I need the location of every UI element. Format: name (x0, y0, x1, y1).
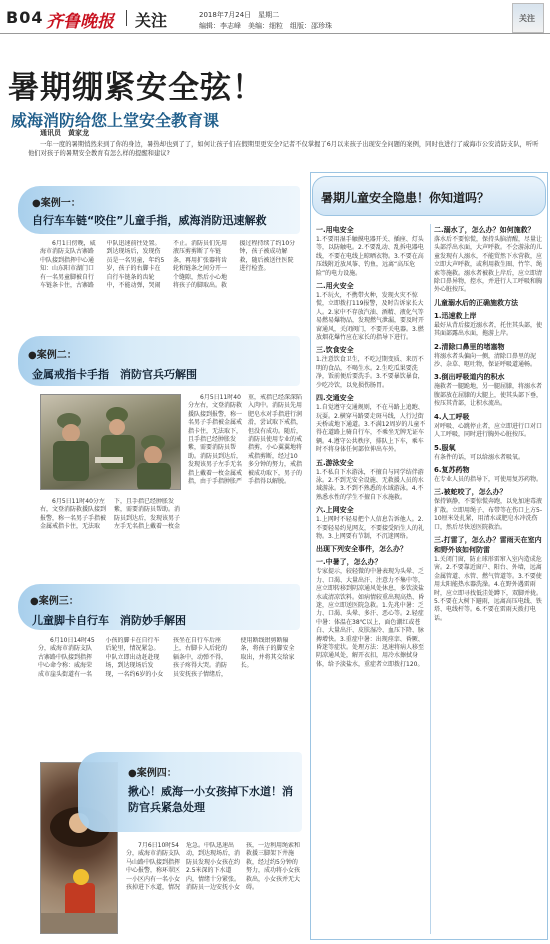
page-number: B04 (6, 8, 44, 27)
case-2-tag: ●案例二： (28, 350, 77, 361)
subheadline: 威海消防给您上堂安全教育课 (11, 111, 220, 130)
sb-h-8: 一.中暑了，怎么办？ (316, 558, 382, 567)
thumbnail (512, 3, 544, 33)
case-4-tag: ●案例四： (128, 768, 177, 779)
sb-h-12: 2.清除口鼻里的堵塞物 (434, 342, 505, 351)
sb-h-15: 5.服氧 (434, 443, 456, 452)
sb-p-12: 将溺水者头偏向一侧，清除口鼻里的泥沙、杂草、呕吐物，保证呼吸道通畅。 (434, 352, 537, 369)
sb-h-18: 三.打雷了，怎么办？雷雨天在室内和野外该如何防雷 (434, 535, 542, 554)
lead-paragraph: 一年一度的暑期悄然来到了你的身边，暑热却也到了了，如何让孩子们在假期里更安全?记者不仅掌握了6月以来孩子出现安全问题的案例，同时也进行了威海市公安消防支队，听听他们对孩子的暑期安全教育有怎么样的提醒和建议? (28, 141, 539, 157)
sb-h-16: 6.复苏药物 (434, 465, 470, 474)
sidebar-title-bar (312, 176, 546, 216)
sb-p-13: 施救者一腿跪地，另一腿屈膝，将溺水者腹部放在屈膝的大腿上，使其头部下垂，按压其背部，让积水流出。 (434, 383, 543, 408)
case-3-banner (18, 584, 300, 630)
sidebar-col-2 (434, 222, 544, 938)
masthead (0, 0, 550, 34)
sb-p-2: 1.不玩火，不携带火种，发现火灾不惊慌，立即拨打119报警，及时告诉家长大人。2.家中不存放汽油、酒精、液化气等易燃易爆物品，发现燃气泄漏，要及时开窗通风，关闭阀门，不要开关电器。3.燃放烟花爆竹应在家长的指导下进行。 (316, 292, 425, 342)
case-3-body: 6月10日14时45分，威海市消防支队古寨路中队接到指挥中心命令称：威海荣成市崖头街道有一名小孩的脚卡在自行车后轮里，情况紧急。中队立即出动赶赴现场，到达现场后发现，一名约6岁的小女孩坐在自行车后座上，右脚卡入后轮的辐条中，动弹不得，孩子疼得大哭。消防员安抚孩子情绪后，使用断线钳剪断辐条，将孩子的脚安全取出，并将其交给家长。 (38, 637, 295, 678)
headline: 暑期绷紧安全弦！ (8, 70, 264, 106)
sb-p-16: 在专业人员的指导下，可使用复苏药物。 (434, 475, 543, 483)
sb-h-11: 1.迅速救上岸 (434, 311, 477, 320)
sb-h-14: 4.人工呼吸 (434, 412, 470, 421)
sb-p-5: 1.不私自下水游泳，不擅自与同学结伴游泳。2.不到无安全设施、无救援人员的水域游泳。3.不到不熟悉的水域游泳。4.不熟悉水性的学生不擅自下水施救。 (316, 468, 424, 501)
sb-h-9: 二.溺水了，怎么办？如何施救？ (434, 226, 535, 234)
sb-p-17: 保持镇静，不要惊慌奔跑，以免加速毒液扩散。立即用绳子、布带等在伤口上方5-10厘米处扎紧，用清水或肥皂水冲洗伤口，然后尽快送医院救治。 (434, 498, 543, 531)
case-3-title: 儿童脚卡自行车 消防妙手解困 (32, 614, 186, 627)
sb-p-15: 有条件的话，可以给溺水者吸氧。 (434, 453, 525, 461)
divider (126, 10, 127, 26)
case-2-title: 金属戒指卡手指 消防官兵巧解围 (32, 368, 197, 381)
sb-p-8: 专家提示，较轻微的中暑表现为头晕、乏力、口渴、大量出汗、注意力不集中等，应立即转移到阴凉通风处休息，多饮淡盐水或清凉饮料。如病情较重出现高热、昏迷，应立即送医院急救。1.先兆中暑：乏力、口渴、头晕、多汗、恶心等。2.轻症中暑：体温在38℃以上，面色潮红或苍白、大量出汗、皮肤湿冷、血压下降、脉搏增快。3.重症中暑：出现痉挛、昏厥、昏迷等症状。处理方法：迅速将病人移至阴凉通风处，解开衣扣，用冷水擦拭身体，给予淡盐水，重症者立即拨打120。 (316, 568, 425, 668)
case-4-title: 揪心！威海一小女孩掉下水道！消防官兵紧急处理 (128, 785, 293, 814)
case-2-body-right: 6月5日11时40分左右，文登消防救援队接到报警，称一名男子手指被金属戒指卡住，无法取下，且手指已经肿胀发紫，需要消防员帮助。消防员到达后，发现该男子左手无名指上戴着一枚金属戒指，由于手指肿胀严重，戒指已经深深陷入肉中。消防员先用肥皂水对手指进行润滑，尝试取下戒指，但没有成功。随后，消防员使用专业的戒指剪，小心翼翼地将戒指剪断，经过10多分钟的努力，戒指被成功取下，男子的手指得以解脱。 (188, 394, 302, 486)
date-line: 2018年7月24日 星期二 (199, 11, 280, 19)
byline: 通讯员 黄家龙 (40, 129, 89, 137)
editors-line: 编辑：李志峰 美编：细粒 组版：邵珍珠 (199, 22, 332, 30)
sb-h-17: 三.被蛇咬了，怎么办？ (434, 488, 507, 497)
sidebar-col-divider (430, 224, 431, 934)
sb-p-1: 1.不要用湿手触摸电器开关、插座、灯头等，以防触电。2.不要乱动、乱拆电器电线，不要在电线上晾晒衣物。3.不要在高压线附近放风筝、钓鱼，远离“高压危险”的电力设施。 (316, 236, 424, 277)
sb-p-6: 1.上网时不轻易把个人信息告诉他人。2.不要轻易约见网友，不要接受陌生人的礼物。3.上网要有节制，不沉迷网络。 (316, 516, 425, 540)
sb-h-3: 三.饮食安全 (316, 346, 354, 355)
sb-p-3: 1.注意饮食卫生，不吃过期变质、来历不明的食品，不喝生水。2.生吃瓜果要洗净，饭前便后要洗手。3.不要暴饮暴食，少吃冷饮，以免损伤肠胃。 (316, 356, 424, 389)
sb-h-5: 五.游泳安全 (316, 458, 354, 467)
sb-h-2: 二.用火安全 (316, 282, 354, 291)
case-1-title: 自行车车链“咬住”儿童手指，威海消防迅速解救 (32, 214, 267, 227)
case-2-photo (40, 394, 181, 490)
thumbnail-label: 关注 (519, 14, 535, 23)
sb-h-4: 四.交通安全 (316, 394, 354, 403)
sb-h-10: 儿童溺水后的正确施救方法 (434, 298, 518, 307)
case-3-tag: ●案例三： (30, 596, 79, 607)
sidebar-title: 暑期儿童安全隐患！你知道吗？ (321, 191, 490, 205)
case-2-banner (18, 336, 300, 386)
sb-p-14: 对呼吸、心跳停止者，应立即进行口对口人工呼吸，同时进行胸外心脏按压。 (434, 422, 543, 439)
case-1-tag: ●案例一： (32, 198, 81, 209)
sb-p-4: 1.自觉遵守交通规则，不在马路上追跑、玩耍。2.横穿马路要走斑马线，人行过街天桥或地下通道。3.不满12周岁的儿童不得在道路上骑自行车，不乘坐无牌无证车辆。4.遵守公共秩序，排队上下车，乘车时不将身体任何部位伸出车外。 (316, 404, 426, 454)
sb-h-13: 3.倒出呼吸道内的积水 (434, 373, 505, 382)
sidebar-col-1 (316, 222, 428, 938)
sb-h-6: 六.上网安全 (316, 506, 354, 515)
case-2-body-bottom: 6月5日11时40分左右，文登消防救援队接到报警，称一名男子手指被金属戒指卡住，无法取下，且手指已经肿胀发紫，需要消防员帮助。消防员到达后，发现该男子左手无名指上戴着一枚金 (40, 498, 181, 531)
sb-h-7: 出现下列安全事件，怎么办？ (316, 545, 407, 554)
section-name: 关注 (135, 11, 168, 30)
sb-p-18: 1.关闭门窗，防止球形雷窜入室内造成危害。2.不要靠近窗户、阳台、外墙，远离金属管道、水管、燃气管道等。3.不要使用太阳能热水器洗澡。4.在野外遇雷雨时，应立即寻找低洼处蹲下，双脚并拢。5.不要在大树下避雨，远离高压电线、铁塔、电线杆等。6.不要在雷雨天拨打电话。 (434, 555, 543, 622)
sb-p-9: 落水后不要惊慌，保持头脑清醒，尽量让头部浮出水面，大声呼救。不会游泳的儿童发现有人溺水，不能贸然下水营救，应立即大声呼救，或利用救生圈、竹竿、绳索等施救。溺水者被救上岸后，应立即清除口鼻异物，控水，并进行人工呼吸和胸外心脏按压。 (434, 236, 543, 294)
case-4-body: 7月6日10时54分，威海市消防支队马山路中队接到指挥中心报警，称环翠区一小区内有一名小女孩掉进下水道，情况危急。中队迅速出动，到达现场后，消防员发现小女孩在约2.5米深的下水道内，情绪十分紧张。消防员一边安抚小女孩，一边利用绳索和救援三脚架下井施救，经过约5分钟的努力，成功将小女孩救出，小女孩并无大碍。 (126, 842, 300, 892)
sb-h-1: 一.用电安全 (316, 226, 354, 234)
case-1-body: 6月1日傍晚，威海市消防支队古寨路中队接到指挥中心通知：山东阳市湖门口有一名男童脚被自行车链条卡住，古寨路中队迅速前往处置。到达现场后，发现伤员是一名男童，年约5岁，孩子的右脚卡在自行车链条的齿轮中，不能动弹，哭闹不止。消防员们先用液压剪剪断了车链条，再用扩张器将齿轮和链条之间分开一个缝隙，然后小心地将孩子的脚取出。救援过程持续了约10分钟，孩子被成功解救，随后被送往医院进行检查。 (40, 240, 296, 290)
paper-name: 齐鲁晚报 (46, 12, 114, 32)
sb-p-11: 最好从背后接近溺水者，托住其头部，使其面部露出水面，拖游上岸。 (434, 321, 543, 338)
case-1-banner (18, 186, 300, 234)
firefighters-illustration (41, 395, 181, 490)
